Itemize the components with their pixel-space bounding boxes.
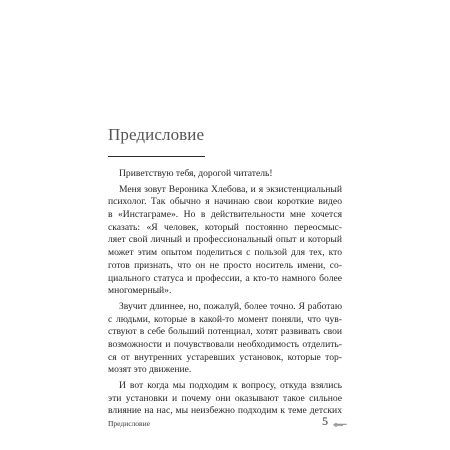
paragraph-line: в «Инстаграме». Но в действительности мне хочется [108, 209, 342, 221]
paragraph-line: мозят это движение. [108, 364, 192, 376]
paragraph-line: Звучит длиннее, но, пожалуй, более точно. Я работаю [119, 300, 342, 312]
paragraph-line: И вот когда мы подходим к вопросу, откуда взялись [119, 380, 342, 391]
paragraph-line: готов признать, что он не просто носитель имени, со- [108, 259, 342, 271]
paragraph-line: с людьми, которые в какой-то момент поняли, что чув- [108, 313, 342, 325]
page-number: 5 [322, 414, 328, 428]
folio-flourish-icon [333, 422, 347, 428]
paragraph-line: сказать: «Я человек, который постоянно переосмыс- [108, 221, 342, 233]
paragraph-line: циального статуса и профессии, а кто-то намного более [108, 272, 342, 284]
paragraph-line: ляет свой личный и профессиональный опыт и который [108, 234, 342, 246]
paragraph-line: Приветствую тебя, дорогой читатель! [119, 168, 273, 179]
paragraph-line: психолог. Так обычно я начинаю свои короткие видео [108, 196, 342, 208]
paragraph-line: многомерный». [108, 285, 172, 297]
paragraph-line: может этим опытом поделиться с пользой для тех, кто [108, 247, 342, 259]
paragraph-line: Меня зовут Вероника Хлебова, и я экзистенциальный [119, 183, 342, 195]
paragraph-line: эти установки и почему они оказывают такое сильное [108, 392, 342, 404]
paragraph-line: влияние на нас, мы неизбежно подходим к теме детских [108, 405, 342, 417]
running-head: Предисловие [108, 419, 150, 428]
paragraph-line: ствуют в себе больший потенциал, хотят развивать свои [108, 326, 342, 338]
paragraph-line: ся от внутренних устаревших установок, которые тор- [108, 351, 342, 363]
chapter-title: Предисловие [108, 125, 205, 144]
title-underline [108, 156, 205, 157]
body-text [108, 168, 342, 418]
paragraph-line: возможности и почувствовали необходимость отделить- [108, 338, 342, 350]
